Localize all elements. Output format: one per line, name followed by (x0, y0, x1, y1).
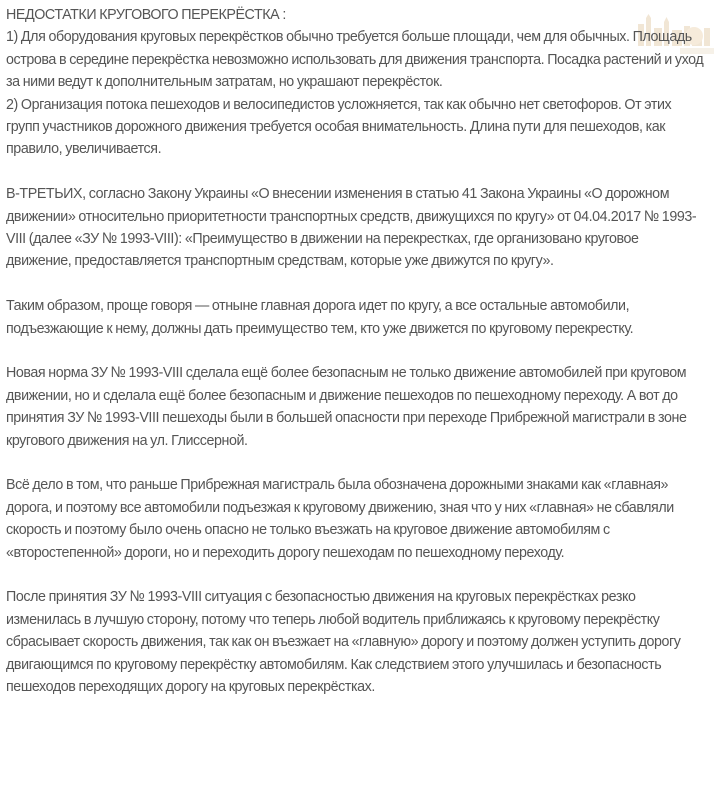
paragraph-new-norm (6, 362, 711, 452)
paragraph-main-road (6, 295, 711, 340)
paragraph-coastal-road (6, 474, 711, 564)
text-line: правило, увеличивается. (6, 140, 162, 158)
text-line: 1) Для оборудования круговых перекрёстков обычно требуется больше площади, чем для обычных. Площадь (6, 28, 692, 46)
text-line: подъезжающие к нему, должны дать преимущество тем, кто уже движется по круговому перекрестку. (6, 319, 634, 337)
text-line: кругового движения на ул. Глиссерной. (6, 431, 248, 449)
text-line: пешеходов переходящих дорогу на круговых перекрёстках. (6, 678, 375, 696)
text-line: движении» относительно приоритетности транспортных средств, движущихся по кругу» от 04.04.2017 № 1993- (6, 207, 697, 225)
paragraph-disadvantages (6, 4, 711, 161)
text-line: После принятия ЗУ № 1993-VIII ситуация с безопасностью движения на круговых перекрёстках резко (6, 588, 636, 606)
text-line: НЕДОСТАТКИ КРУГОВОГО ПЕРЕКРЁСТКА : (6, 6, 286, 23)
paragraph-third-law (6, 183, 711, 273)
text-line: В-ТРЕТЬИХ, согласно Закону Украины «О внесении изменения в статью 41 Закона Украины «О дорожном (6, 185, 670, 203)
text-line: движении, но и сделала ещё более безопасным и движение пешеходов по пешеходному переходу. А вот до (6, 386, 678, 404)
text-line: за ними ведут к дополнительным затратам, но украшают перекрёсток. (6, 73, 443, 91)
article-body (6, 4, 711, 721)
text-line: Всё дело в том, что раньше Прибрежная магистраль была обозначена дорожными знаками как «главная» (6, 476, 669, 494)
text-line: Таким образом, проще говоря — отныне главная дорога идет по кругу, а все остальные автомобили, (6, 297, 630, 315)
text-line: скорость и поэтому было очень опасно не только въезжать на круговое движение автомобилям с (6, 521, 610, 539)
text-line: групп участников дорожного движения требуется особая внимательность. Длина пути для пешеходов, как (6, 118, 666, 136)
text-line: движение, предоставляется транспортным средствам, которые уже движутся по кругу». (6, 252, 554, 270)
text-line: принятия ЗУ № 1993-VIII пешеходы были в большей опасности при переходе Прибрежной магистрали в зоне (6, 409, 687, 427)
text-line: «второстепенной» дороги, но и переходить дорогу пешеходам по пешеходному переходу. (6, 543, 565, 561)
text-line: 2) Организация потока пешеходов и велосипедистов усложняется, так как обычно нет светофоров. От этих (6, 95, 672, 113)
text-line: двигающимся по круговому перекрёстку автомобилям. Как следствием этого улучшилась и безопасность (6, 655, 662, 673)
paragraph-after-adoption (6, 586, 711, 698)
text-line: Новая норма ЗУ № 1993-VIII сделала ещё более безопасным не только движение автомобилей при круговом (6, 364, 687, 382)
text-line: острова в середине перекрёстка невозможно использовать для движения транспорта. Посадка растений и уход (6, 50, 704, 68)
text-line: дорога, и поэтому все автомобили подъезжая к круговому движению, зная что у них «главная» не сбавляли (6, 498, 674, 516)
text-line: сбрасывает скорость движения, так как он въезжает на «главную» дорогу и поэтому должен уступить дорогу (6, 633, 681, 651)
text-line: VIII (далее «ЗУ № 1993-VIII): «Преимущество в движении на перекрестках, где организовано круговое (6, 230, 639, 248)
text-line: изменилась в лучшую сторону, потому что теперь любой водитель приближаясь к круговому перекрёстку (6, 610, 660, 628)
